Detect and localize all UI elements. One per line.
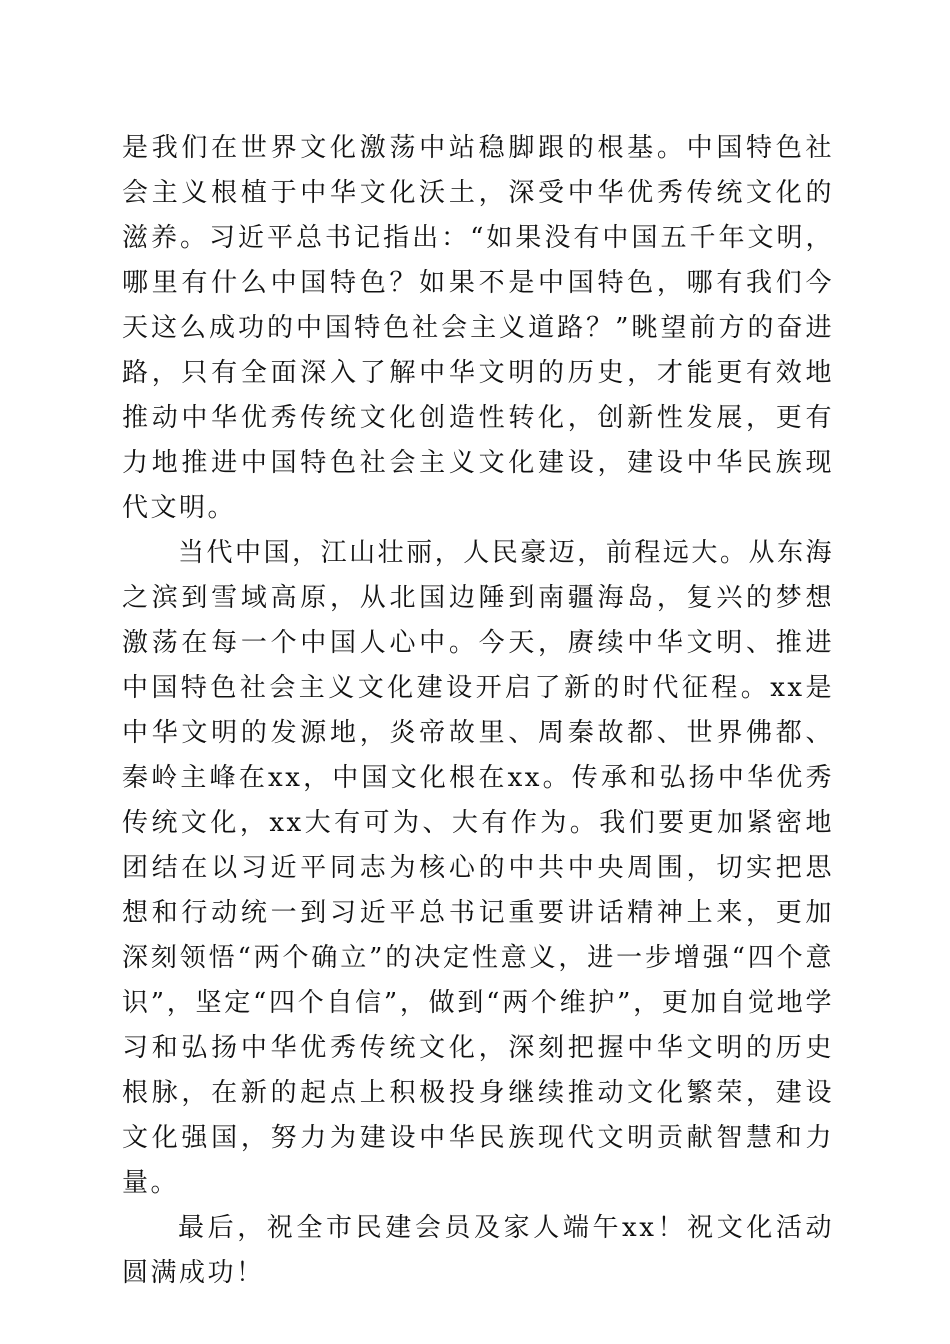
paragraph-continuation: 是我们在世界文化激荡中站稳脚跟的根基。中国特色社会主义根植于中华文化沃土，深受中华优秀传统文化的滋养。习近平总书记指出：“如果没有中国五千年文明，哪里有什么中国特色？如果不是中国特色，哪有我们今天这么成功的中国特色社会主义道路？”眺望前方的奋进路，只有全面深入了解中华文明的历史，才能更有效地推动中华优秀传统文化创造性转化，创新性发展，更有力地推进中国特色社会主义文化建设，建设中华民族现代文明。 bbox=[122, 133, 834, 523]
paragraph-closing-wishes: 最后，祝全市民建会员及家人端午xx！祝文化活动圆满成功！ bbox=[122, 1213, 834, 1288]
document-body bbox=[122, 126, 834, 1296]
paragraph-contemporary-china: 当代中国，江山壮丽，人民豪迈，前程远大。从东海之滨到雪域高原，从北国边陲到南疆海岛，复兴的梦想激荡在每一个中国人心中。今天，赓续中华文明、推进中国特色社会主义文化建设开启了新的时代征程。xx是中华文明的发源地，炎帝故里、周秦故都、世界佛都、秦岭主峰在xx，中国文化根在xx。传承和弘扬中华优秀传统文化，xx大有可为、大有作为。我们要更加紧密地团结在以习近平同志为核心的中共中央周围，切实把思想和行动统一到习近平总书记重要讲话精神上来，更加深刻领悟“两个确立”的决定性意义，进一步增强“四个意识”，坚定“四个自信”，做到“两个维护”，更加自觉地学习和弘扬中华优秀传统文化，深刻把握中华文明的历史根脉，在新的起点上积极投身继续推动文化繁荣，建设文化强国，努力为建设中华民族现代文明贡献智慧和力量。 bbox=[122, 538, 834, 1198]
